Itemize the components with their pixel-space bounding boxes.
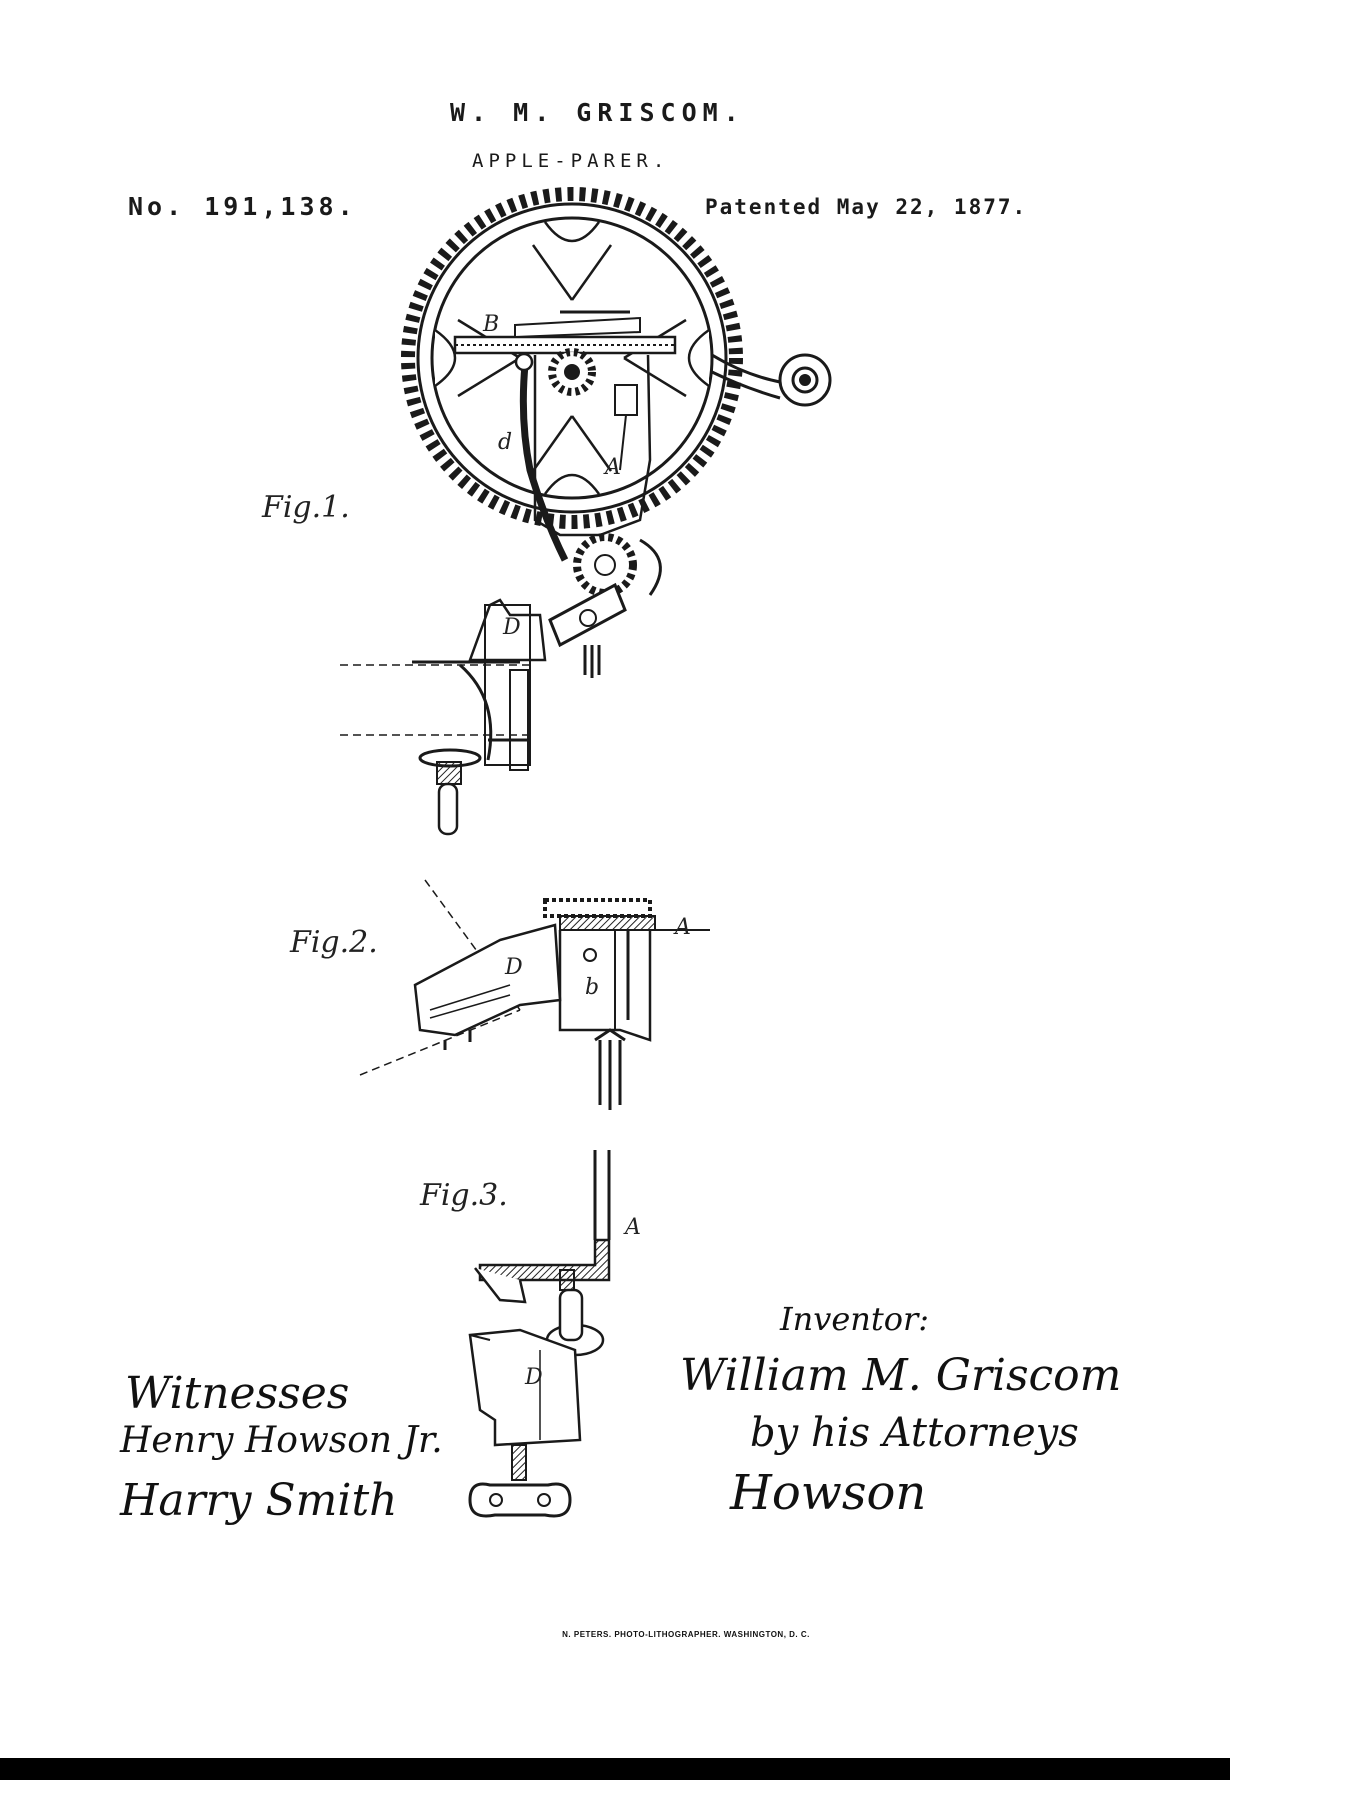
fig2-knife [415, 925, 560, 1035]
fig1-letter-d-bracket: D [503, 615, 521, 640]
patent-number: No. 191,138. [128, 192, 357, 221]
fig1-letter-d: d [498, 430, 513, 455]
fig1-small-gear [577, 537, 633, 593]
attorneys-line: by his Attorneys [750, 1410, 1079, 1456]
inventor-label: Inventor: [780, 1300, 930, 1338]
fig1-clamp-screw [420, 750, 480, 834]
patent-title: APPLE-PARER. [472, 150, 670, 172]
fig1-drawing [340, 194, 830, 834]
witness-signature-2: Harry Smith [120, 1475, 398, 1526]
fig1-arm-d [523, 365, 565, 560]
fig2-letter-a: A [675, 915, 691, 940]
fig3-label: Fig.3. [420, 1178, 508, 1213]
fig3-letter-d: D [525, 1365, 543, 1390]
fig2-fork [595, 1030, 625, 1110]
fig3-clamp-screw [470, 1445, 570, 1516]
scan-edge-bar [0, 1758, 1230, 1780]
fig2-gear-edge [545, 900, 650, 916]
patent-date: Patented May 22, 1877. [705, 195, 1028, 219]
fig2-frame [560, 930, 650, 1040]
lithographer-credit: N. PETERS. PHOTO-LITHOGRAPHER. WASHINGTON, D. C. [562, 1630, 810, 1639]
inventor-signature: William M. Griscom [680, 1350, 1122, 1401]
fig2-letter-d: D [505, 955, 523, 980]
inventor-name: W. M. GRISCOM. [450, 98, 745, 127]
fig1-letter-b: B [483, 312, 500, 337]
witnesses-label: Witnesses [125, 1368, 350, 1419]
fig1-letter-a: A [605, 455, 621, 480]
witness-signature-1: Henry Howson Jr. [120, 1420, 443, 1461]
attorneys-signature: Howson [730, 1465, 927, 1521]
fig1-knife-holder [550, 585, 625, 645]
fig2-drawing [360, 880, 710, 1110]
fig2-label: Fig.2. [290, 925, 378, 960]
fig3-letter-a: A [625, 1215, 641, 1240]
fig1-label: Fig.1. [262, 490, 350, 525]
fig2-letter-b: b [585, 975, 600, 1000]
fig3-frame-section [480, 1240, 609, 1280]
